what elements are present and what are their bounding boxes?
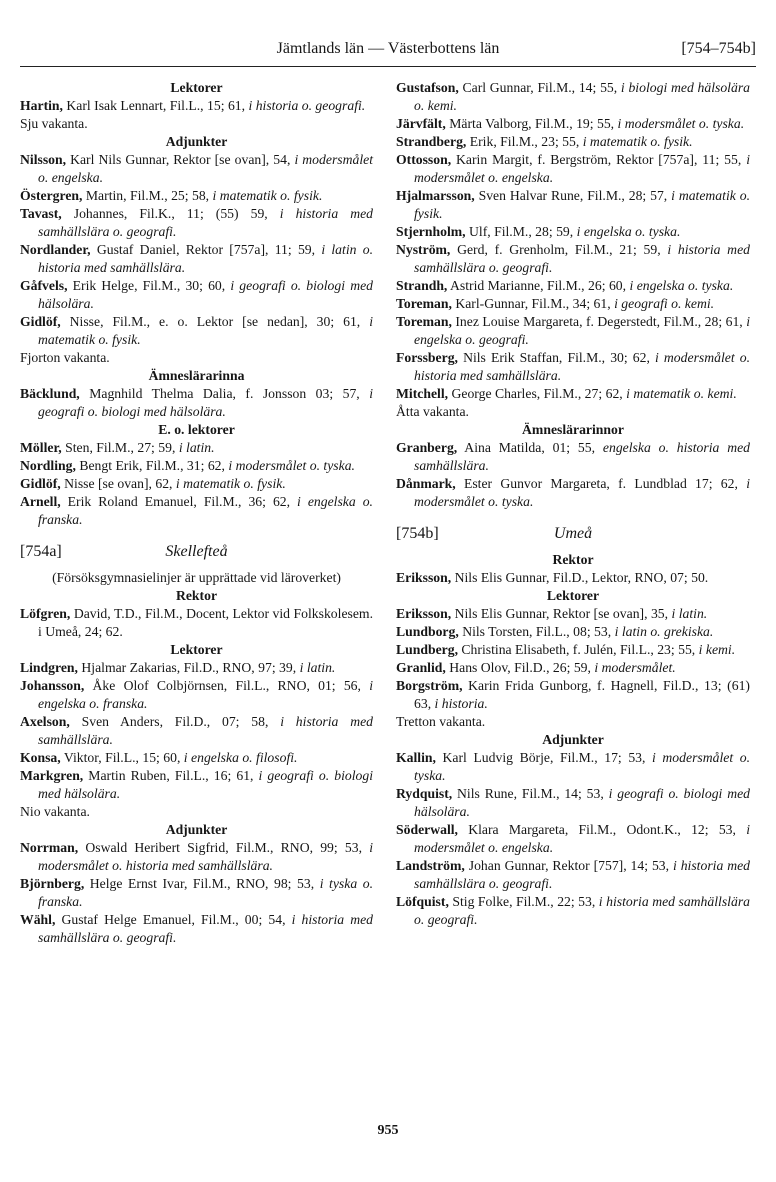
staff-subjects: i kemi. (698, 642, 736, 657)
staff-details: Aina Matilda, 01; 55, (457, 440, 603, 455)
category-heading: Rektor (552, 552, 594, 567)
staff-details: Karin Frida Gunborg, f. Hagnell, Fil.D., 13; (61) 63, (414, 678, 750, 711)
school-name: Skellefteå (165, 543, 228, 560)
staff-surname: Nilsson, (20, 152, 67, 167)
staff-subjects: i matematik o. fysik. (212, 188, 323, 203)
staff-surname: Landström, (396, 858, 465, 873)
staff-subjects: i modersmålet o. tyska. (228, 458, 355, 473)
staff-entry (20, 277, 373, 313)
staff-details: Ulf, Fil.M., 28; 59, (465, 224, 577, 239)
staff-entry (20, 205, 373, 241)
staff-surname: Markgren, (20, 768, 84, 783)
staff-details: Johannes, Fil.K., 11; (55) 59, (61, 206, 280, 221)
staff-subjects: i modersmålet o. tyska. (414, 476, 750, 509)
staff-surname: Borgström, (396, 678, 463, 693)
staff-surname: Lundberg, (396, 642, 458, 657)
staff-details: Nisse, Fil.M., e. o. Lektor [se nedan], 30; 61, (60, 314, 370, 329)
vacancy-note: Nio vakanta. (20, 804, 90, 819)
staff-details: Nils Erik Staffan, Fil.M., 30; 62, (457, 350, 656, 365)
staff-entry (396, 115, 750, 133)
staff-entry (20, 677, 373, 713)
staff-details: Astrid Marianne, Fil.M., 26; 60, (447, 278, 630, 293)
section-code: [754b] (396, 525, 439, 542)
staff-surname: Löfquist, (396, 894, 449, 909)
category-heading: E. o. lektorer (158, 422, 235, 437)
staff-surname: Gidlöf, (20, 314, 61, 329)
staff-details: Åke Olof Colbjörnsen, Fil.L., RNO, 01; 56, (84, 678, 370, 693)
staff-subjects: i modersmålet o. tyska. (414, 750, 750, 783)
staff-entry (396, 277, 750, 295)
category-heading: Ämneslärarinnor (522, 422, 624, 437)
staff-details: Hjalmar Zakarias, Fil.D., RNO, 97; 39, (77, 660, 300, 675)
staff-details: Nils Rune, Fil.M., 14; 53, (452, 786, 609, 801)
staff-surname: Nyström, (396, 242, 451, 257)
staff-subjects: i modersmålet. (594, 660, 676, 675)
staff-entry (396, 439, 750, 475)
category-heading: Lektorer (546, 588, 600, 603)
staff-surname: Löfgren, (20, 606, 71, 621)
staff-details: Sven Halvar Rune, Fil.M., 28; 57, (474, 188, 672, 203)
staff-entry (396, 223, 750, 241)
staff-details: Magnhild Thelma Dalia, f. Jonsson 03; 57, (79, 386, 370, 401)
staff-surname: Toreman, (396, 314, 452, 329)
staff-surname: Söderwall, (396, 822, 458, 837)
staff-entry (396, 187, 750, 223)
staff-subjects: i geografi o. biologi med hälsolära. (38, 768, 374, 801)
staff-details: Hans Olov, Fil.D., 26; 59, (445, 660, 595, 675)
staff-details: Christina Elisabeth, f. Julén, Fil.L., 23; 55, (458, 642, 699, 657)
category-heading: Ämneslärarinna (148, 368, 245, 383)
staff-surname: Strandberg, (396, 134, 467, 149)
section-code: [754a] (20, 543, 62, 560)
staff-entry (396, 821, 750, 857)
staff-details: Erik Roland Emanuel, Fil.M., 36; 62, (60, 494, 298, 509)
school-section-heading (20, 543, 373, 567)
staff-surname: Granlid, (396, 660, 446, 675)
staff-surname: Hjalmarsson, (396, 188, 475, 203)
staff-details: Sten, Fil.M., 27; 59, (61, 440, 179, 455)
staff-subjects: i latin. (671, 606, 708, 621)
page-number: 955 (377, 1123, 399, 1138)
staff-subjects: i modersmålet o. historia med samhällslära. (38, 840, 373, 873)
staff-entry (20, 313, 373, 349)
staff-surname: Mitchell, (396, 386, 449, 401)
staff-details: Oswald Heribert Sigfrid, Fil.M., RNO, 99; 53, (78, 840, 370, 855)
staff-details: Karl Isak Lennart, Fil.L., 15; 61, (62, 98, 249, 113)
staff-subjects: i matematik o. kemi. (626, 386, 737, 401)
staff-details: Karl Ludvig Börje, Fil.M., 17; 53, (435, 750, 653, 765)
staff-subjects: i historia med samhällslära o. geografi. (414, 894, 750, 927)
staff-details: Nisse [se ovan], 62, (60, 476, 176, 491)
section-range-code: [754–754b] (681, 40, 756, 57)
staff-details: George Charles, Fil.M., 27; 62, (448, 386, 627, 401)
staff-surname: Björnberg, (20, 876, 85, 891)
staff-subjects: i engelska o. franska. (38, 678, 373, 711)
staff-surname: Axelson, (20, 714, 70, 729)
staff-subjects: i matematik o. fysik. (175, 476, 286, 491)
staff-entry (396, 785, 750, 821)
category-heading: Lektorer (170, 80, 223, 95)
staff-entry (20, 875, 373, 911)
staff-details: Klara Margareta, Fil.M., Odont.K., 12; 53, (457, 822, 747, 837)
staff-entry (20, 151, 373, 187)
staff-entry (20, 493, 373, 529)
staff-surname: Gåfvels, (20, 278, 68, 293)
staff-surname: Stjernholm, (396, 224, 466, 239)
staff-surname: Nordlander, (20, 242, 91, 257)
staff-entry (20, 187, 373, 205)
staff-subjects: i tyska o. franska. (38, 876, 373, 909)
staff-entry (396, 893, 750, 929)
vacancy-note: Tretton vakanta. (396, 714, 486, 729)
staff-subjects: i engelska o. tyska. (629, 278, 734, 293)
staff-subjects: i modersmålet o. engelska. (414, 152, 750, 185)
staff-entry (396, 569, 750, 587)
staff-entry (396, 349, 750, 385)
staff-details: Gustaf Daniel, Rektor [757a], 11; 59, (90, 242, 322, 257)
staff-entry (20, 839, 373, 875)
staff-subjects: i modersmålet o. historia med samhällslära. (414, 350, 750, 383)
staff-details: Karl Nils Gunnar, Rektor [se ovan], 54, (66, 152, 295, 167)
staff-entry (396, 241, 750, 277)
staff-details: Nils Torsten, Fil.L., 08; 53, (458, 624, 615, 639)
staff-surname: Arnell, (20, 494, 61, 509)
staff-surname: Tavast, (20, 206, 62, 221)
staff-surname: Konsa, (20, 750, 61, 765)
staff-subjects: i engelska o. filosofi. (183, 750, 298, 765)
page-header (20, 40, 756, 64)
staff-surname: Östergren, (20, 188, 83, 203)
staff-entry (20, 241, 373, 277)
category-heading: Lektorer (170, 642, 223, 657)
staff-entry (20, 911, 373, 947)
staff-entry (20, 385, 373, 421)
vacancy-note: Fjorton vakanta. (20, 350, 110, 365)
staff-entry (20, 97, 373, 115)
staff-surname: Wähl, (20, 912, 56, 927)
staff-surname: Lindgren, (20, 660, 78, 675)
staff-subjects: i geografi o. kemi. (614, 296, 715, 311)
staff-surname: Kallin, (396, 750, 436, 765)
staff-surname: Möller, (20, 440, 62, 455)
staff-entry (396, 295, 750, 313)
staff-subjects: i historia med samhällslära o. geografi. (38, 206, 374, 239)
staff-subjects: i geografi o. biologi med hälsolära. (38, 386, 373, 419)
staff-surname: Granberg, (396, 440, 458, 455)
staff-subjects: i biologi med hälsolära o. kemi. (414, 80, 750, 113)
staff-details: Sven Anders, Fil.D., 07; 58, (69, 714, 281, 729)
staff-subjects: i matematik o. fysik. (582, 134, 693, 149)
staff-details: Ester Gunvor Margareta, f. Lundblad 17; 62, (455, 476, 747, 491)
staff-surname: Toreman, (396, 296, 452, 311)
staff-details: Erik Helge, Fil.M., 30; 60, (67, 278, 231, 293)
staff-subjects: i matematik o. fysik. (414, 188, 750, 221)
staff-surname: Strandh, (396, 278, 448, 293)
staff-entry (20, 457, 373, 475)
staff-subjects: engelska o. historia med samhällslära. (414, 440, 750, 473)
category-heading: Adjunkter (165, 134, 228, 149)
staff-subjects: i historia o. geografi. (248, 98, 366, 113)
staff-surname: Dånmark, (396, 476, 456, 491)
staff-details: Martin, Fil.M., 25; 58, (82, 188, 213, 203)
staff-entry (20, 713, 373, 749)
staff-entry (396, 623, 750, 641)
staff-surname: Rydquist, (396, 786, 453, 801)
staff-details: Martin Ruben, Fil.L., 16; 61, (83, 768, 259, 783)
staff-details: Nils Elis Gunnar, Rektor [se ovan], 35, (451, 606, 672, 621)
staff-surname: Ottosson, (396, 152, 452, 167)
staff-entry (396, 151, 750, 187)
staff-entry (20, 767, 373, 803)
staff-entry (396, 385, 750, 403)
staff-entry (20, 659, 373, 677)
staff-entry (20, 439, 373, 457)
staff-subjects: i latin. (178, 440, 215, 455)
staff-entry (396, 313, 750, 349)
school-section-heading (396, 525, 750, 549)
staff-subjects: i latin o. grekiska. (614, 624, 714, 639)
staff-surname: Järvfält, (396, 116, 446, 131)
staff-surname: Lundborg, (396, 624, 459, 639)
staff-details: Nils Elis Gunnar, Fil.D., Lektor, RNO, 07; 50. (451, 570, 709, 585)
staff-details: Erik, Fil.M., 23; 55, (466, 134, 583, 149)
staff-entry (20, 605, 373, 641)
staff-subjects: i historia. (434, 696, 488, 711)
category-heading: Adjunkter (542, 732, 604, 747)
staff-surname: Hartin, (20, 98, 63, 113)
staff-entry (396, 475, 750, 511)
left-column (20, 79, 373, 947)
staff-entry (20, 475, 373, 493)
staff-surname: Johansson, (20, 678, 85, 693)
staff-entry (20, 749, 373, 767)
staff-details: Gustaf Helge Emanuel, Fil.M., 00; 54, (55, 912, 292, 927)
staff-entry (396, 857, 750, 893)
staff-details: Karin Margit, f. Bergström, Rektor [757a], 11; 55, (451, 152, 747, 167)
staff-subjects: i historia med samhällslära o. geografi. (38, 912, 373, 945)
staff-details: Carl Gunnar, Fil.M., 14; 55, (458, 80, 621, 95)
staff-surname: Eriksson, (396, 606, 452, 621)
staff-entry (396, 677, 750, 713)
staff-subjects: i engelska o. geografi. (414, 314, 750, 347)
staff-subjects: i engelska o. franska. (38, 494, 373, 527)
staff-entry (396, 749, 750, 785)
staff-entry (396, 659, 750, 677)
staff-details: Inez Louise Margareta, f. Degerstedt, Fil.M., 28; 61, (451, 314, 747, 329)
category-heading: Adjunkter (165, 822, 228, 837)
staff-subjects: i historia med samhällslära. (38, 714, 373, 747)
staff-surname: Eriksson, (396, 570, 452, 585)
staff-details: Gerd, f. Grenholm, Fil.M., 21; 59, (450, 242, 668, 257)
staff-surname: Nordling, (20, 458, 76, 473)
staff-subjects: i latin o. historia med samhällslära. (38, 242, 373, 275)
staff-subjects: i geografi o. biologi med hälsolära. (38, 278, 373, 311)
staff-details: David, T.D., Fil.M., Docent, Lektor vid Folkskolesem. i Umeå, 24; 62. (38, 606, 373, 639)
running-title: Jämtlands län — Västerbottens län (276, 40, 500, 57)
school-note: (Försöksgymnasielinjer är upprättade vid läroverket) (52, 570, 341, 585)
staff-subjects: i modersmålet o. tyska. (617, 116, 745, 131)
staff-entry (396, 605, 750, 623)
staff-entry (396, 641, 750, 659)
staff-subjects: i matematik o. fysik. (38, 314, 373, 347)
staff-details: Karl-Gunnar, Fil.M., 34; 61, (451, 296, 615, 311)
staff-details: Johan Gunnar, Rektor [757], 14; 53, (464, 858, 673, 873)
staff-details: Stig Folke, Fil.M., 22; 53, (448, 894, 599, 909)
staff-entry (396, 133, 750, 151)
vacancy-note: Sju vakanta. (20, 116, 88, 131)
staff-surname: Norrman, (20, 840, 79, 855)
staff-details: Bengt Erik, Fil.M., 31; 62, (75, 458, 229, 473)
staff-details: Märta Valborg, Fil.M., 19; 55, (445, 116, 618, 131)
staff-subjects: i modersmålet o. engelska. (414, 822, 750, 855)
staff-surname: Gidlöf, (20, 476, 61, 491)
staff-subjects: i historia med samhällslära o. geografi. (414, 242, 750, 275)
category-heading: Rektor (175, 588, 218, 603)
school-name: Umeå (553, 525, 593, 542)
staff-subjects: i latin. (299, 660, 336, 675)
staff-surname: Bäcklund, (20, 386, 80, 401)
vacancy-note: Åtta vakanta. (396, 404, 469, 419)
staff-subjects: i modersmålet o. engelska. (38, 152, 374, 185)
staff-surname: Gustafson, (396, 80, 459, 95)
header-rule (20, 66, 756, 67)
staff-subjects: i historia med samhällslära o. geografi. (414, 858, 751, 891)
right-column (396, 79, 750, 929)
staff-subjects: i engelska o. tyska. (576, 224, 681, 239)
staff-surname: Forssberg, (396, 350, 458, 365)
staff-details: Viktor, Fil.L., 15; 60, (60, 750, 184, 765)
staff-entry (396, 79, 750, 115)
staff-details: Helge Ernst Ivar, Fil.M., RNO, 98; 53, (84, 876, 320, 891)
staff-subjects: i geografi o. biologi med hälsolära. (414, 786, 750, 819)
